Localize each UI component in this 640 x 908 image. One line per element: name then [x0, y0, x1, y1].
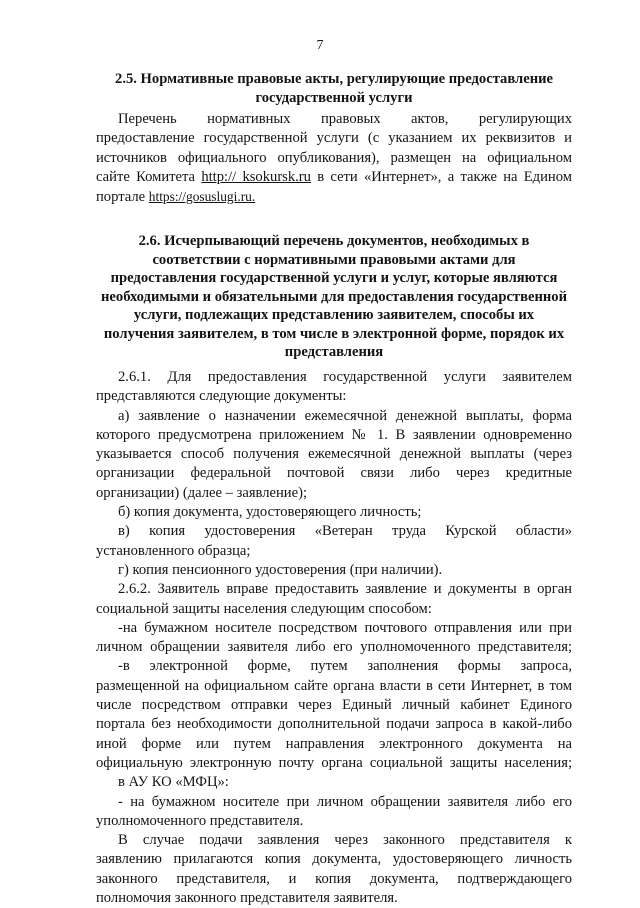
paragraph-line: Перечень нормативных правовых актов, регулирующих: [118, 111, 572, 127]
body-line: организации федеральной почтовой связи либо через кредитные: [96, 465, 572, 482]
body-line: личном обращении заявителя либо его уполномоченного представителя;: [96, 639, 572, 656]
body-line: организации) (далее – заявление);: [96, 484, 308, 501]
body-line: уполномоченного представителя.: [96, 812, 304, 829]
paragraph-line: [96, 187, 572, 206]
section-2-5-heading: [96, 70, 572, 107]
paragraph-line: [96, 168, 572, 187]
body-line: в АУ КО «МФЦ»:: [118, 774, 229, 791]
heading-line: получения заявителем, в том числе в электронной форме, порядок их: [103, 325, 565, 342]
body-line: 2.6.1. Для предоставления государственной услуги заявителем: [118, 369, 572, 385]
body-line: представляются следующие документы:: [96, 388, 347, 405]
heading-line: услуги, подлежащих представлению заявителем, способы их: [133, 307, 535, 323]
heading-line: 2.6. Исчерпывающий перечень документов, необходимых в: [138, 233, 530, 249]
body-line: установленного образца;: [96, 542, 251, 559]
body-line: -в электронной форме, путем заполнения формы запроса,: [118, 658, 572, 675]
section-2-5-paragraph: [96, 110, 572, 206]
body-line: в) копия удостоверения «Ветеран труда Курской области»: [118, 523, 572, 540]
body-line: заявлению прилагаются копия документа, удостоверяющего личность: [96, 851, 572, 868]
body-line: б) копия документа, удостоверяющего личность;: [118, 504, 422, 521]
body-line: 2.6.2. Заявитель вправе предоставить заявление и документы в орган: [118, 581, 572, 598]
body-line: г) копия пенсионного удостоверения (при наличии).: [118, 561, 443, 578]
body-line: законного представителя, и копия документа, подтверждающего: [96, 870, 572, 887]
body-line: которого предусмотрена приложением № 1. В заявлении одновременно: [96, 426, 572, 443]
section-2-6-body: [96, 368, 572, 908]
heading-line: необходимыми и обязательными для предоставления государственной: [101, 288, 567, 305]
page-number: 7: [316, 38, 324, 53]
heading-line: государственной услуги: [255, 89, 413, 106]
paragraph-line: источников официального опубликования), размещен на официальном: [96, 149, 572, 166]
body-line: официальную электронную почту органа социальной защиты населения;: [96, 754, 572, 771]
body-line: полномочия законного представителя заявителя.: [96, 890, 398, 907]
text-fragment: в сети «Интернет», а также на Едином: [310, 168, 572, 185]
text-fragment: портале: [96, 189, 149, 206]
ksokursk-link[interactable]: http:// ksokursk.ru: [201, 168, 311, 185]
body-line: указывается способ получения ежемесячной денежной выплаты (через: [96, 446, 572, 463]
body-line: -на бумажном носителе посредством почтового отправления или при: [118, 619, 572, 636]
heading-line: представления: [284, 344, 384, 360]
body-line: размещенной на официальном сайте органа власти в сети Интернет, в том: [96, 677, 572, 694]
body-line: В случае подачи заявления через законного представителя к: [118, 832, 572, 849]
section-2-6-heading: [96, 232, 572, 362]
paragraph-line: предоставление государственной услуги (с указанием их реквизитов и: [96, 130, 572, 147]
gosuslugi-link[interactable]: https://gosuslugi.ru.: [148, 189, 256, 205]
body-line: иной форме или путем направления электронного документа на: [96, 735, 572, 752]
heading-line: соответствии с нормативными правовыми актами для: [152, 251, 516, 268]
heading-line: предоставления государственной услуги и услуг, которые являются: [110, 270, 558, 286]
body-line: числе посредством отправки через Единый личный кабинет Единого: [96, 697, 572, 714]
heading-line: 2.5. Нормативные правовые акты, регулирующие предоставление: [115, 71, 553, 87]
body-line: а) заявление о назначении ежемесячной денежной выплаты, форма: [118, 407, 572, 424]
body-line: - на бумажном носителе при личном обращении заявителя либо его: [118, 793, 572, 810]
body-line: портала без необходимости дополнительной подачи запроса в какой-либо: [96, 716, 572, 733]
body-line: социальной защиты населения следующим способом:: [96, 600, 432, 617]
text-fragment: сайте Комитета: [96, 168, 202, 185]
